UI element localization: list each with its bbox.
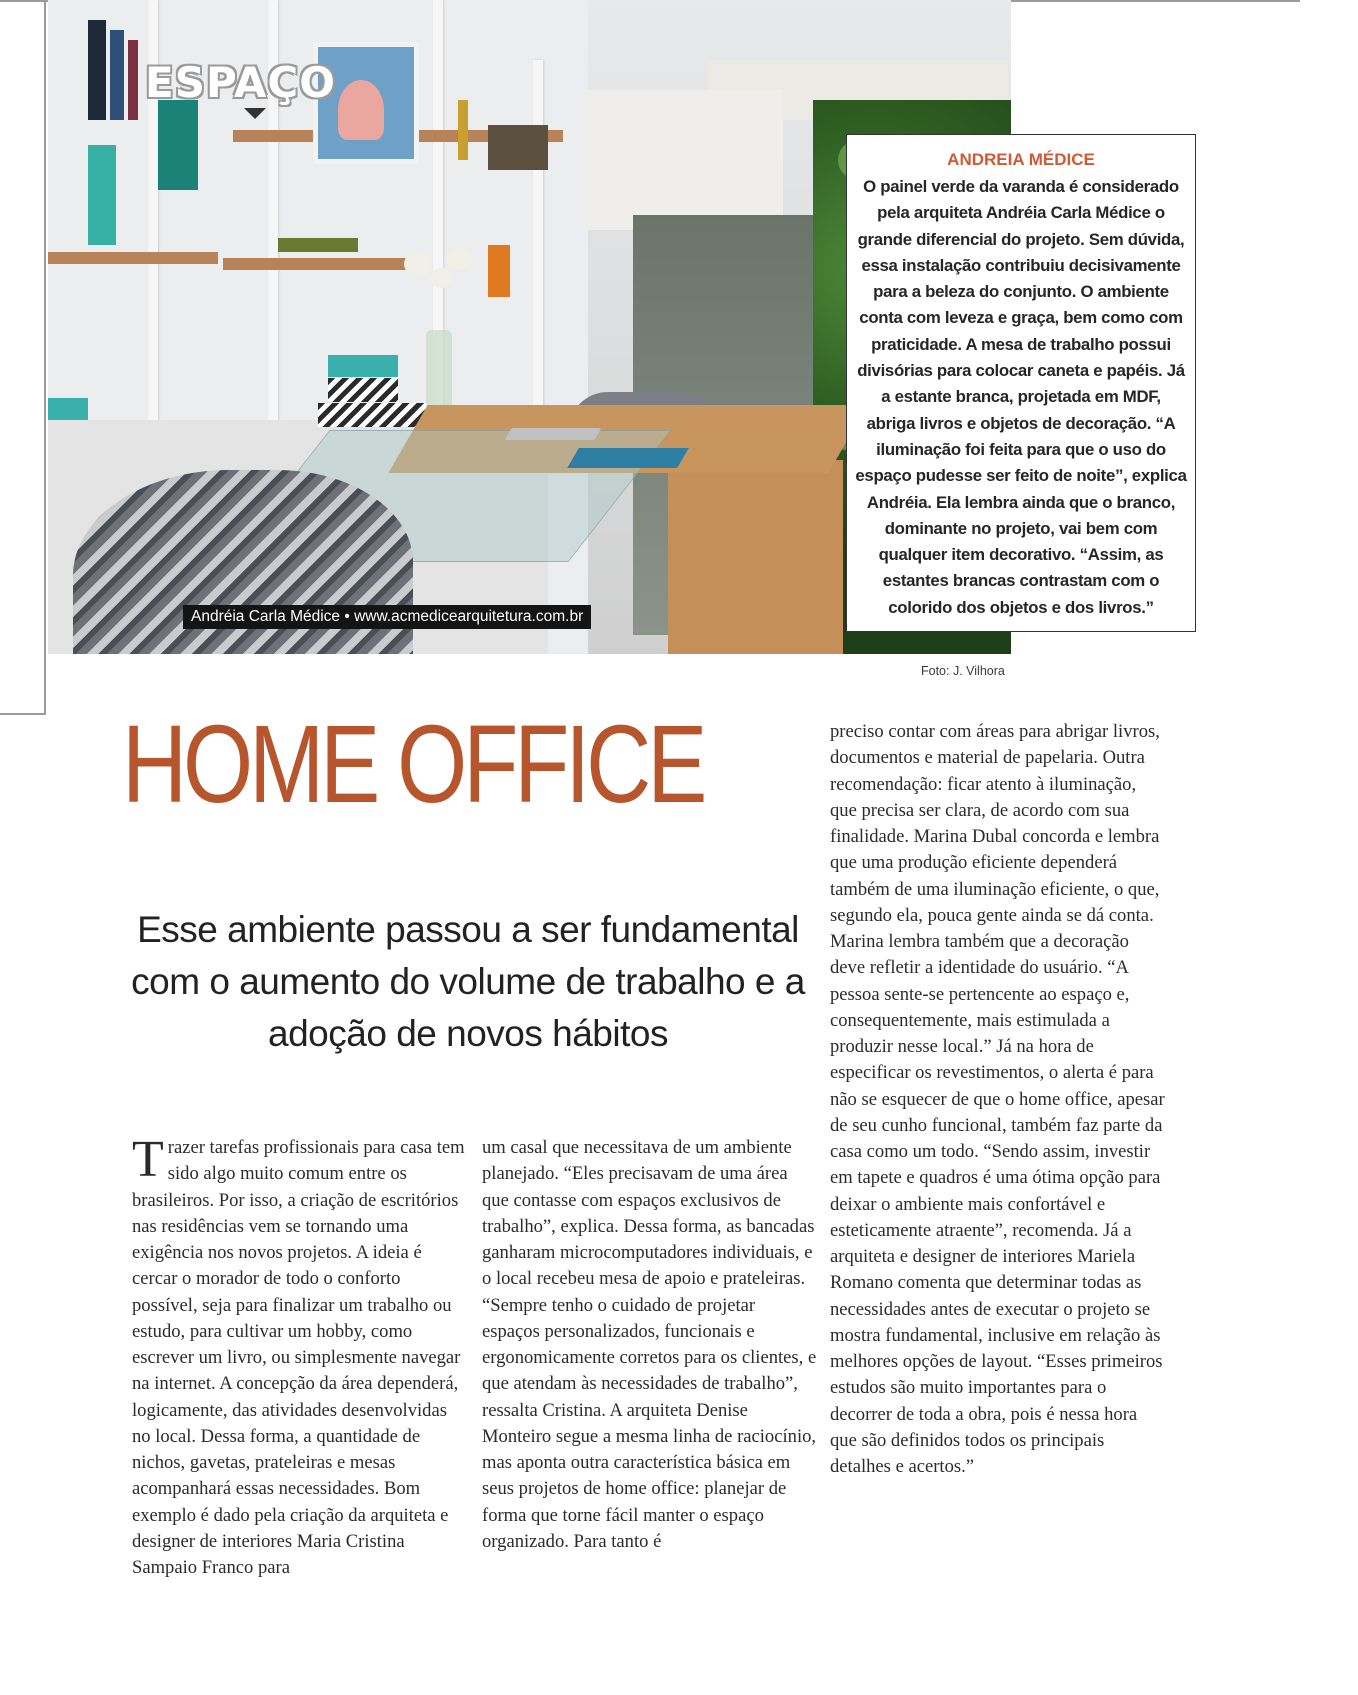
article-column-2 xyxy=(482,1135,817,1555)
laptop xyxy=(505,428,602,440)
book xyxy=(88,20,106,120)
column-text: preciso contar com áreas para abrigar livros, documentos e material de papelaria. Outra recomendação: ficar atento à iluminação, que precisa ser clara, de acordo com sua finalidade. Marina Dubal concorda e lembra que uma produção eficiente dependerá também de uma iluminação eficiente, o que, segundo ela, pouca gente ainda se dá conta. Marina lembra também que a decoração deve refletir a identidade do usuário. “A pessoa sente-se pertencente ao espaço e, consequentemente, mais estimulada a produzir nesse local.” Já na hora de especificar os revestimentos, o alerta é para não se esquecer de que o home office, apesar de seu cunho funcional, também faz parte da casa como um todo. “Sendo assim, investir em tapete e quadros é uma ótima opção para deixar o ambiente mais confortável e esteticamente atraente”, recomenda. Já a arquiteta e designer de interiores Mariela Romano comenta que determinar todas as necessidades antes de executar o projeto se mostra fundamental, inclusive em relação às melhores opções de layout. “Esses primeiros estudos são muito importantes para o decorrer de toda a obra, pois é nessa hora que são definidos todos os principais detalhes e acertos.” xyxy=(830,721,1165,1477)
storage-box xyxy=(328,355,398,377)
wood-shelf xyxy=(223,258,423,270)
column-text: um casal que necessitava de um ambiente planejado. “Eles precisavam de uma área que contasse com espaços exclusivos de trabalho”, explica. Dessa forma, as bancadas ganharam microcomputadores individuais, e o local recebeu mesa de apoio e prateleiras. “Sempre tenho o cuidado de projetar espaços personalizados, funcionais e ergonomicamente corretos para os clientes, e que atendam às necessidades de trabalho”, ressalta Cristina. A arquiteta Denise Monteiro segue a mesma linha de raciocínio, mas aponta outra característica básica em seus projetos de home office: planejar de forma que torne fácil manter o espaço organizado. Para tanto é xyxy=(482,1137,817,1552)
book xyxy=(278,238,358,252)
photo-credit: Foto: J. Vilhora xyxy=(921,664,1005,678)
article-column-3 xyxy=(830,719,1165,1480)
crop-mark-left-horizontal xyxy=(0,713,46,715)
book xyxy=(458,100,468,160)
article-column-1 xyxy=(132,1131,467,1581)
headline: HOME OFFICE xyxy=(122,703,704,826)
section-arrow-icon xyxy=(244,108,266,119)
crop-mark-left xyxy=(44,0,46,715)
sidebar-box xyxy=(846,134,1196,632)
book xyxy=(488,125,548,170)
notebook xyxy=(567,448,689,468)
book xyxy=(88,145,116,245)
section-label: ESPAÇO xyxy=(145,58,336,107)
sidebar-name: ANDREIA MÉDICE xyxy=(947,150,1095,169)
photo-caption: Andréia Carla Médice • www.acmedicearquitetura.com.br xyxy=(183,605,591,629)
flower xyxy=(446,248,472,270)
flower-vase xyxy=(426,330,452,410)
painting-figure xyxy=(338,80,384,140)
wood-shelf xyxy=(48,252,218,264)
book xyxy=(158,100,198,190)
sidebar-text: O painel verde da varanda é considerado pela arquiteta Andréia Carla Médice o grande diferencial do projeto. Sem dúvida, essa instalação contribuiu decisivamente para a beleza do conjunto. O ambiente conta com leveza e graça, bem como com praticidade. A mesa de trabalho possui divisórias para colocar caneta e papéis. Já a estante branca, projetada em MDF, abriga livros e objetos de decoração. “A iluminação foi feita para que o uso do espaço pudesse ser feito de noite”, explica Andréia. Ela lembra ainda que o branco, dominante no projeto, vai bem com qualquer item decorativo. “Assim, as estantes brancas contrastam com o colorido dos objetos e dos livros.” xyxy=(855,177,1187,617)
storage-box xyxy=(318,403,428,427)
shelf-divider xyxy=(533,60,543,420)
book xyxy=(110,30,124,120)
flower xyxy=(404,252,432,276)
storage-box xyxy=(328,378,398,402)
book xyxy=(128,40,138,120)
subheadline: Esse ambiente passou a ser fundamental com o aumento do volume de trabalho e a adoção de novos hábitos xyxy=(131,909,805,1054)
drop-cap: T xyxy=(132,1131,164,1188)
window-blind xyxy=(583,90,783,230)
storage-box xyxy=(48,398,88,420)
desk-leg xyxy=(668,460,843,654)
flower xyxy=(430,268,452,288)
book xyxy=(488,245,510,297)
column-text: razer tarefas profissionais para casa tem sido algo muito comum entre os brasileiros. Por isso, a criação de escritórios nas residências vem se tornando uma exigência nos novos projetos. A ideia é cercar o morador de todo o conforto possível, seja para finalizar um trabalho ou estudo, para cultivar um hobby, como escrever um livro, ou simplesmente navegar na internet. A concepção da área dependerá, logicamente, das atividades desenvolvidas no local. Dessa forma, a quantidade de nichos, gavetas, prateleiras e mesas acompanhará essas necessidades. Bom exemplo é dado pela criação da arquiteta e designer de interiores Maria Cristina Sampaio Franco para xyxy=(132,1137,465,1578)
